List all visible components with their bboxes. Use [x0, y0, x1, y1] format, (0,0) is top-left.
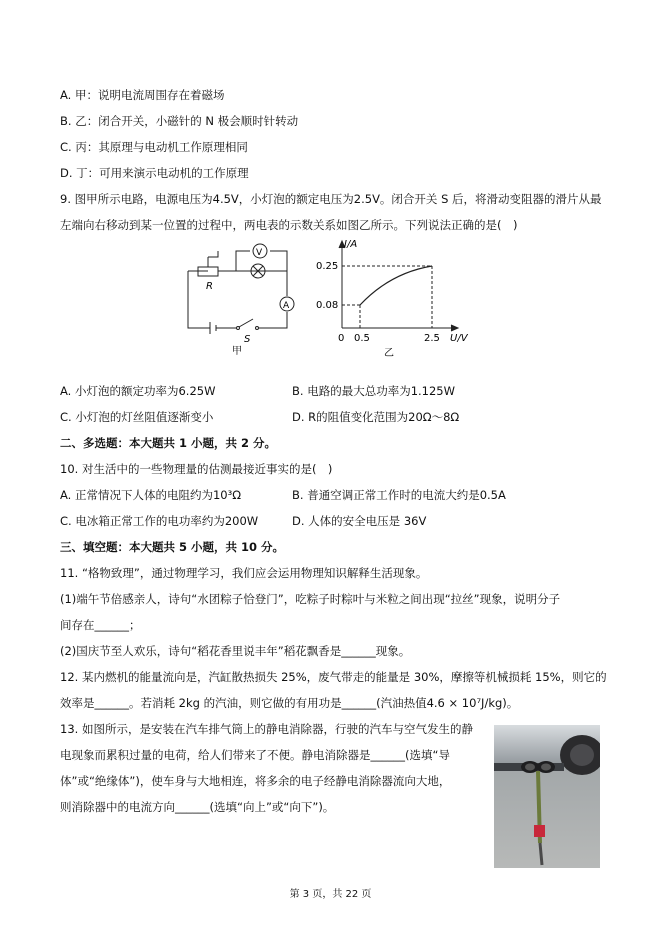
switch-label: S — [244, 334, 251, 345]
q10-option-d: D. 人体的安全电压是 36V — [292, 514, 427, 528]
circuit-diagram — [180, 243, 300, 358]
x-tick-0: 0 — [338, 333, 345, 344]
voltmeter-label: V — [256, 248, 263, 258]
y-tick-025: 0.25 — [316, 261, 339, 272]
q9-option-d: D. R的阻值变化范围为20Ω～8Ω — [292, 410, 460, 424]
q12-line1: 12. 某内燃机的能量流向是，汽缸散热损失 25%，废气带走的能量是 30%，摩擦等机械损耗 15%，则它的 — [60, 670, 607, 684]
q13-line3: 体”或“绝缘体”)，使车身与大地相连，将多余的电子经静电消除器流向大地， — [60, 774, 451, 788]
q10-option-c: C. 电冰箱正常工作的电功率约为200W — [60, 514, 259, 528]
q11-part1-line1: (1)端午节倍感亲人，诗句“水团粽子恰登门”，吃粽子时粽叶与米粒之间出现“拉丝”现象，说明分子 — [60, 592, 561, 606]
q13-line1: 13. 如图所示，是安装在汽车排气筒上的静电消除器，行驶的汽车与空气发生的静 — [60, 722, 473, 736]
rheostat-label: R — [206, 281, 213, 292]
q8-option-b: B. 乙：闭合开关，小磁针的 N 极会顺时针转动 — [60, 114, 299, 128]
q12-line2: 效率是______。若消耗 2kg 的汽油，则它做的有用功是______(汽油热值4.6 × 10⁷J/kg)。 — [60, 696, 519, 710]
y-axis-label: I/A — [344, 239, 358, 250]
q9-stem-line2: 左端向右移动到某一位置的过程中，两电表的示数关系如图乙所示。下列说法正确的是( ) — [60, 218, 518, 232]
iu-graph — [310, 235, 480, 360]
x-tick-05: 0.5 — [354, 333, 370, 344]
x-tick-25: 2.5 — [424, 333, 440, 344]
ammeter-label: A — [283, 301, 290, 311]
q13-line4: 则消除器中的电流方向______(选填“向上”或“向下”)。 — [60, 800, 335, 814]
circuit-caption: 甲 — [232, 346, 242, 357]
exhaust-photo — [494, 725, 600, 868]
q10-option-a: A. 正常情况下人体的电阻约为10³Ω — [60, 488, 242, 502]
q11-part1-line2: 间存在______； — [60, 618, 141, 632]
q9-stem-line1: 9. 图甲所示电路，电源电压为4.5V，小灯泡的额定电压为2.5V。闭合开关 S 后，将滑动变阻器的滑片从最 — [60, 192, 602, 206]
q8-option-c: C. 丙：其原理与电动机工作原理相同 — [60, 140, 248, 154]
q13-line2: 电现象而累积过量的电荷，给人们带来了不便。静电消除器是______(选填“导 — [60, 748, 450, 762]
section3-heading: 三、填空题：本大题共 5 小题，共 10 分。 — [60, 540, 285, 554]
q11-stem: 11. “格物致理”，通过物理学习，我们应会运用物理知识解释生活现象。 — [60, 566, 428, 580]
x-axis-label: U/V — [450, 333, 468, 344]
q11-part2: (2)国庆节至人欢乐，诗句“稻花香里说丰年”稻花飘香是______现象。 — [60, 644, 411, 658]
page-footer: 第 3 页，共 22 页 — [289, 889, 372, 900]
graph-caption: 乙 — [384, 348, 394, 359]
q10-option-b: B. 普通空调正常工作时的电流大约是0.5A — [292, 488, 506, 502]
q9-option-a: A. 小灯泡的额定功率为6.25W — [60, 384, 216, 398]
q8-option-a: A. 甲：说明电流周围存在着磁场 — [60, 88, 225, 102]
q9-option-b: B. 电路的最大总功率为1.125W — [292, 384, 455, 398]
q10-stem: 10. 对生活中的一些物理量的估测最接近事实的是( ) — [60, 462, 333, 476]
q8-option-d: D. 丁：可用来演示电动机的工作原理 — [60, 166, 249, 180]
q9-option-c: C. 小灯泡的灯丝阻值逐渐变小 — [60, 410, 214, 424]
y-tick-008: 0.08 — [316, 300, 339, 311]
section2-heading: 二、多选题：本大题共 1 小题，共 2 分。 — [60, 436, 277, 450]
